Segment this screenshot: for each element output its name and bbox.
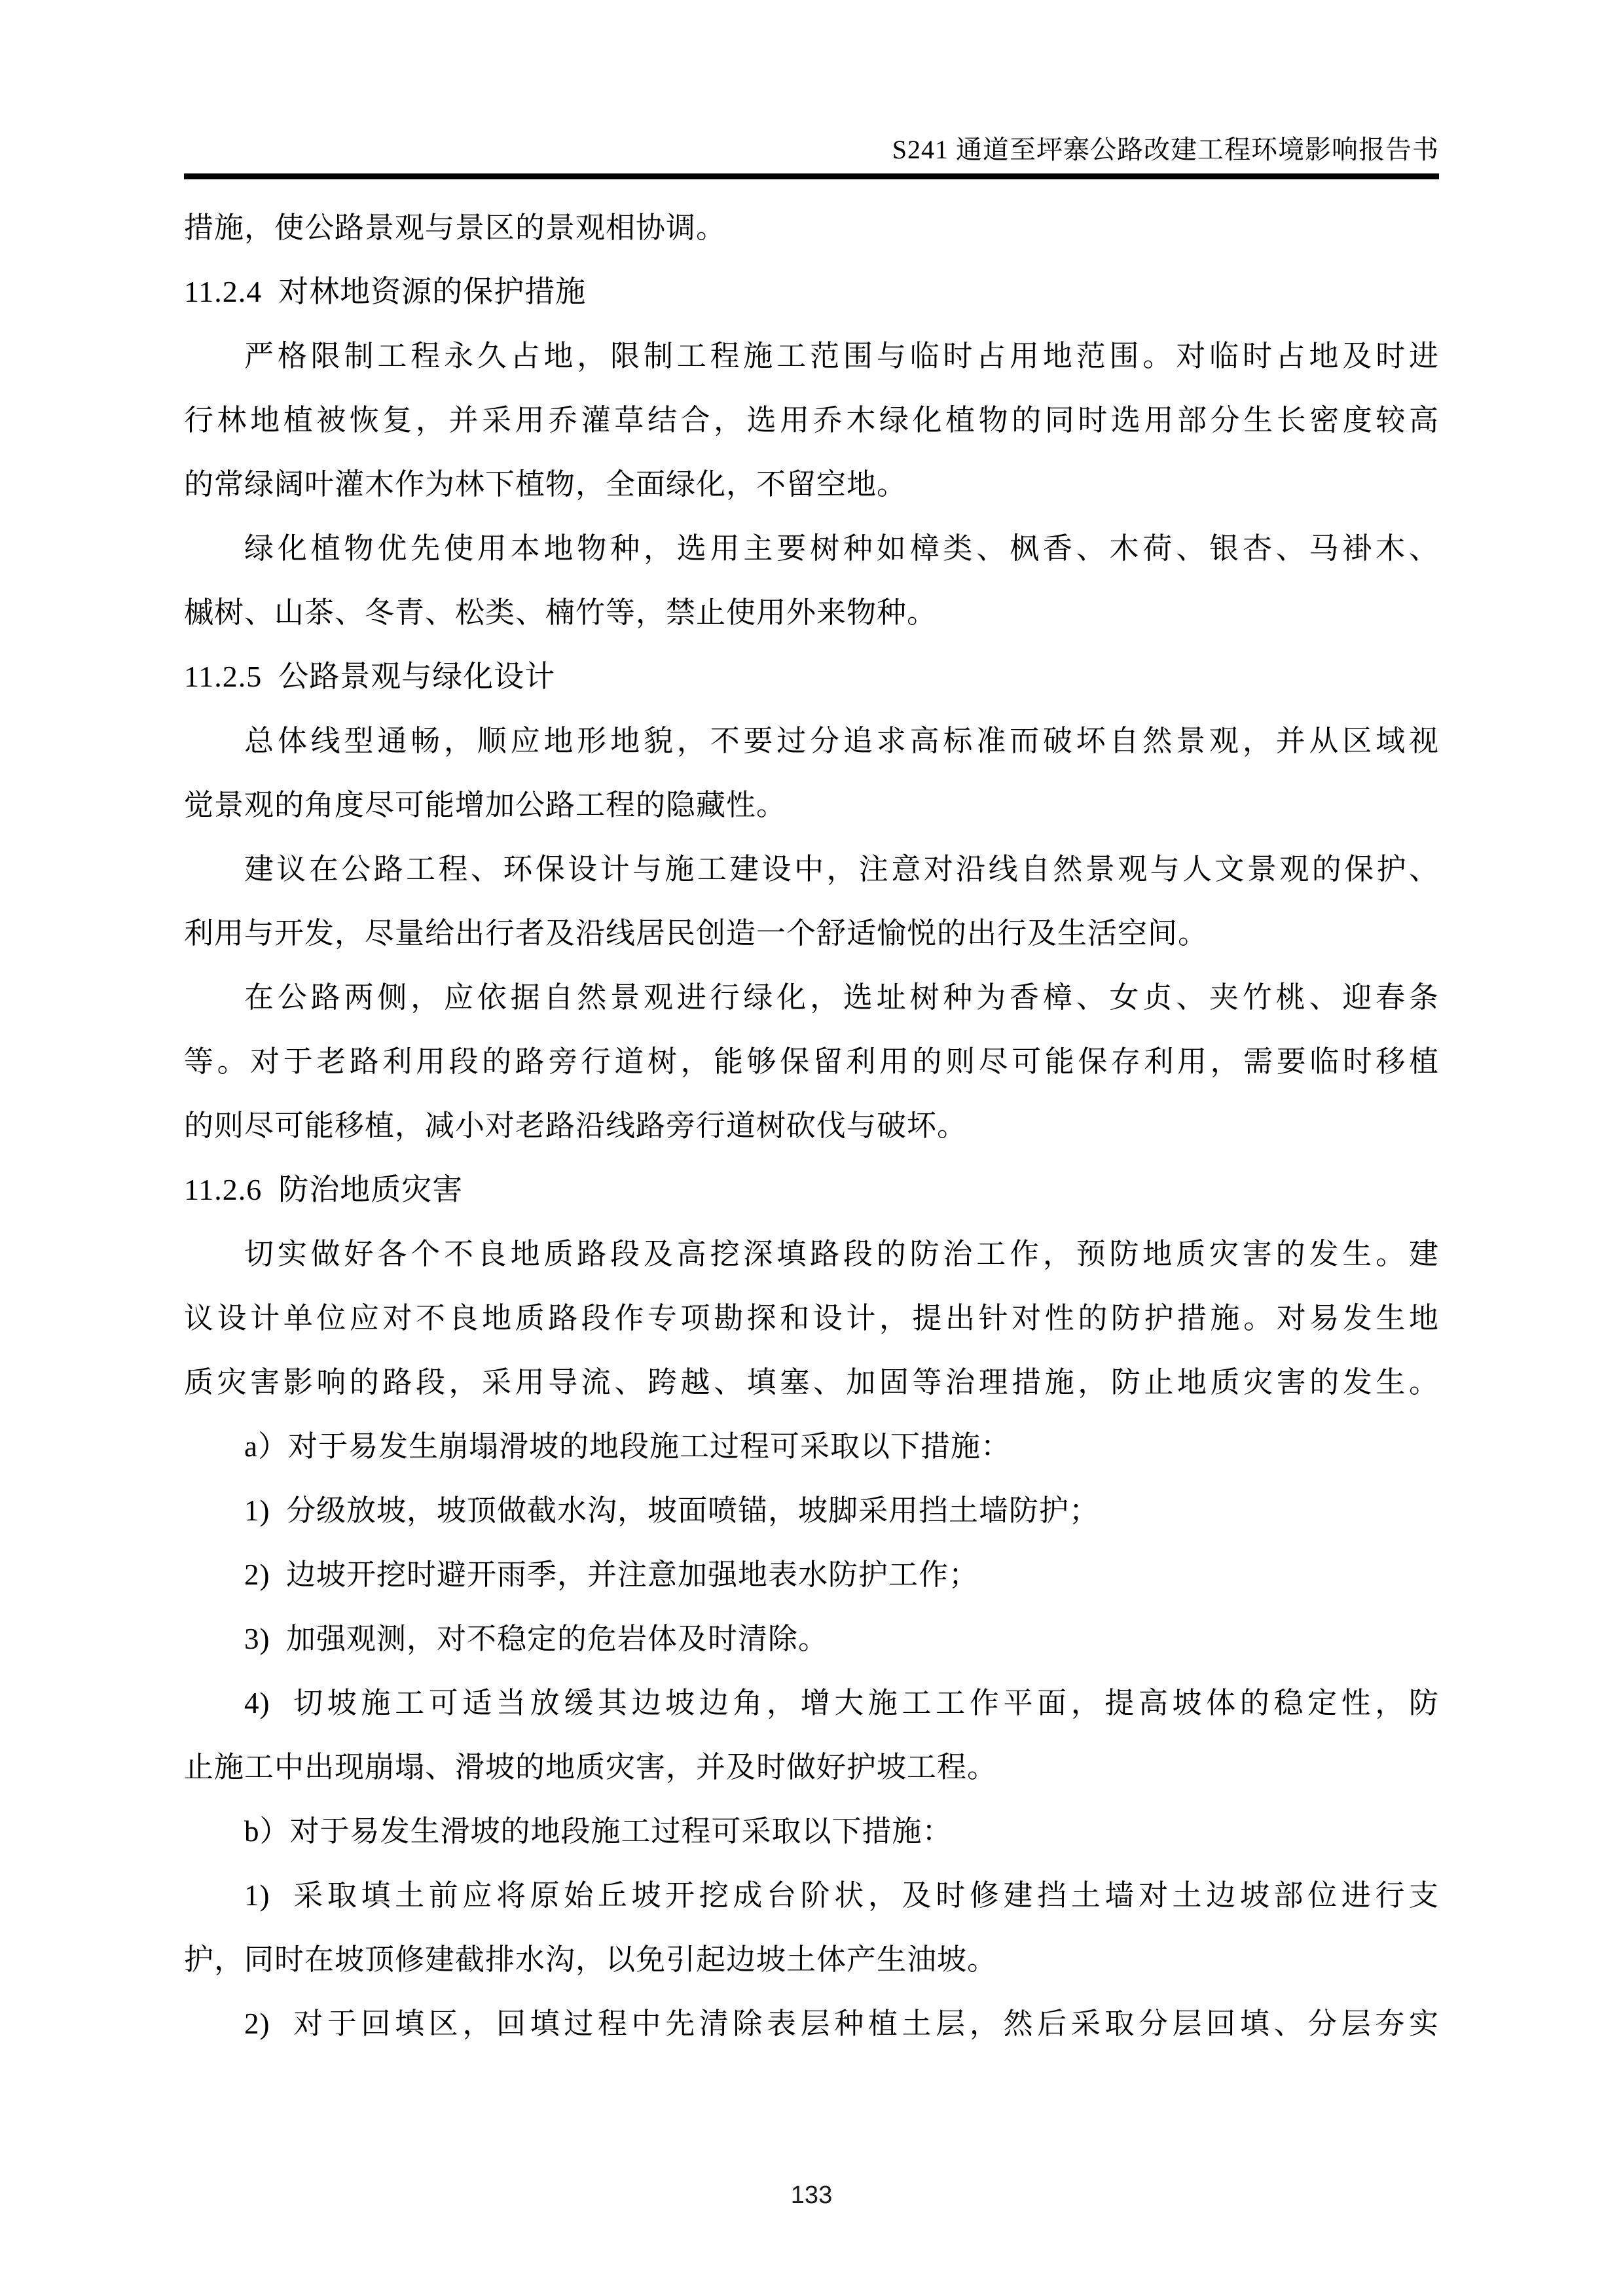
text-line: a）对于易发生崩塌滑坡的地段施工过程可采取以下措施： [244, 1430, 1011, 1463]
text-line: 总体线型通畅，顺应地形地貌，不要过分追求高标准而破坏自然景观，并从区域视 [244, 725, 1439, 757]
text-line: 利用与开发，尽量给出行者及沿线居民创造一个舒适愉悦的出行及生活空间。 [184, 917, 1209, 950]
section-heading: 11.2.4 对林地资源的保护措施 [184, 275, 587, 308]
text-line: 议设计单位应对不良地质路段作专项勘探和设计，提出针对性的防护措施。对易发生地 [184, 1302, 1439, 1335]
text-line: 切实做好各个不良地质路段及高挖深填路段的防治工作，预防地质灾害的发生。建 [244, 1238, 1439, 1270]
content [184, 179, 1439, 2056]
text-line: 等。对于老路利用段的路旁行道树，能够保留利用的则尽可能保存利用，需要临时移植 [184, 1045, 1439, 1078]
text-line: 止施工中出现崩塌、滑坡的地质灾害，并及时做好护坡工程。 [184, 1751, 998, 1784]
page-header [184, 0, 1439, 179]
text-line: 的则尽可能移植，减小对老路沿线路旁行道树砍伐与破坏。 [184, 1109, 968, 1142]
text-line: b）对于易发生滑坡的地段施工过程可采取以下措施： [244, 1815, 953, 1848]
header-rule [184, 173, 1439, 179]
text-line: 槭树、山茶、冬青、松类、楠竹等，禁止使用外来物种。 [184, 596, 938, 629]
section-heading: 11.2.5 公路景观与绿化设计 [184, 660, 556, 693]
text-line: 2) 对于回填区，回填过程中先清除表层种植土层，然后采取分层回填、分层夯实 [244, 2007, 1439, 2040]
text-line: 质灾害影响的路段，采用导流、跨越、填塞、加固等治理措施，防止地质灾害的发生。 [184, 1366, 1439, 1399]
text-line: 2) 边坡开挖时避开雨季，并注意加强地表水防护工作； [244, 1558, 979, 1591]
report-title: S241 通道至坪寨公路改建工程环境影响报告书 [892, 135, 1439, 164]
text-line: 护，同时在坡顶修建截排水沟，以免引起边坡土体产生油坡。 [184, 1943, 998, 1976]
text-line: 1) 分级放坡，坡顶做截水沟，坡面喷锚，坡脚采用挡土墙防护； [244, 1494, 1099, 1527]
text-line: 行林地植被恢复，并采用乔灌草结合，选用乔木绿化植物的同时选用部分生长密度较高 [184, 404, 1439, 437]
section-heading: 11.2.6 防治地质灾害 [184, 1173, 464, 1206]
text-line: 3) 加强观测，对不稳定的危岩体及时清除。 [244, 1623, 828, 1655]
text-line: 的常绿阔叶灌木作为林下植物，全面绿化，不留空地。 [184, 468, 907, 501]
text-line: 绿化植物优先使用本地物种，选用主要树种如樟类、枫香、木荷、银杏、马褂木、 [244, 532, 1439, 565]
text-line: 1) 采取填土前应将原始丘坡开挖成台阶状，及时修建挡土墙对土边坡部位进行支 [244, 1879, 1439, 1912]
text-line: 严格限制工程永久占地，限制工程施工范围与临时占用地范围。对临时占地及时进 [244, 340, 1439, 372]
text-line: 措施，使公路景观与景区的景观相协调。 [184, 211, 727, 244]
text-line: 建议在公路工程、环保设计与施工建设中，注意对沿线自然景观与人文景观的保护、 [244, 853, 1439, 886]
page-number: 133 [790, 2181, 833, 2209]
text-line: 觉景观的角度尽可能增加公路工程的隐藏性。 [184, 789, 787, 821]
page-footer [0, 2181, 1623, 2210]
text-line: 4) 切坡施工可适当放缓其边坡边角，增大施工工作平面，提高坡体的稳定性，防 [244, 1687, 1439, 1719]
text-line: 在公路两侧，应依据自然景观进行绿化，选址树种为香樟、女贞、夹竹桃、迎春条 [244, 981, 1439, 1014]
